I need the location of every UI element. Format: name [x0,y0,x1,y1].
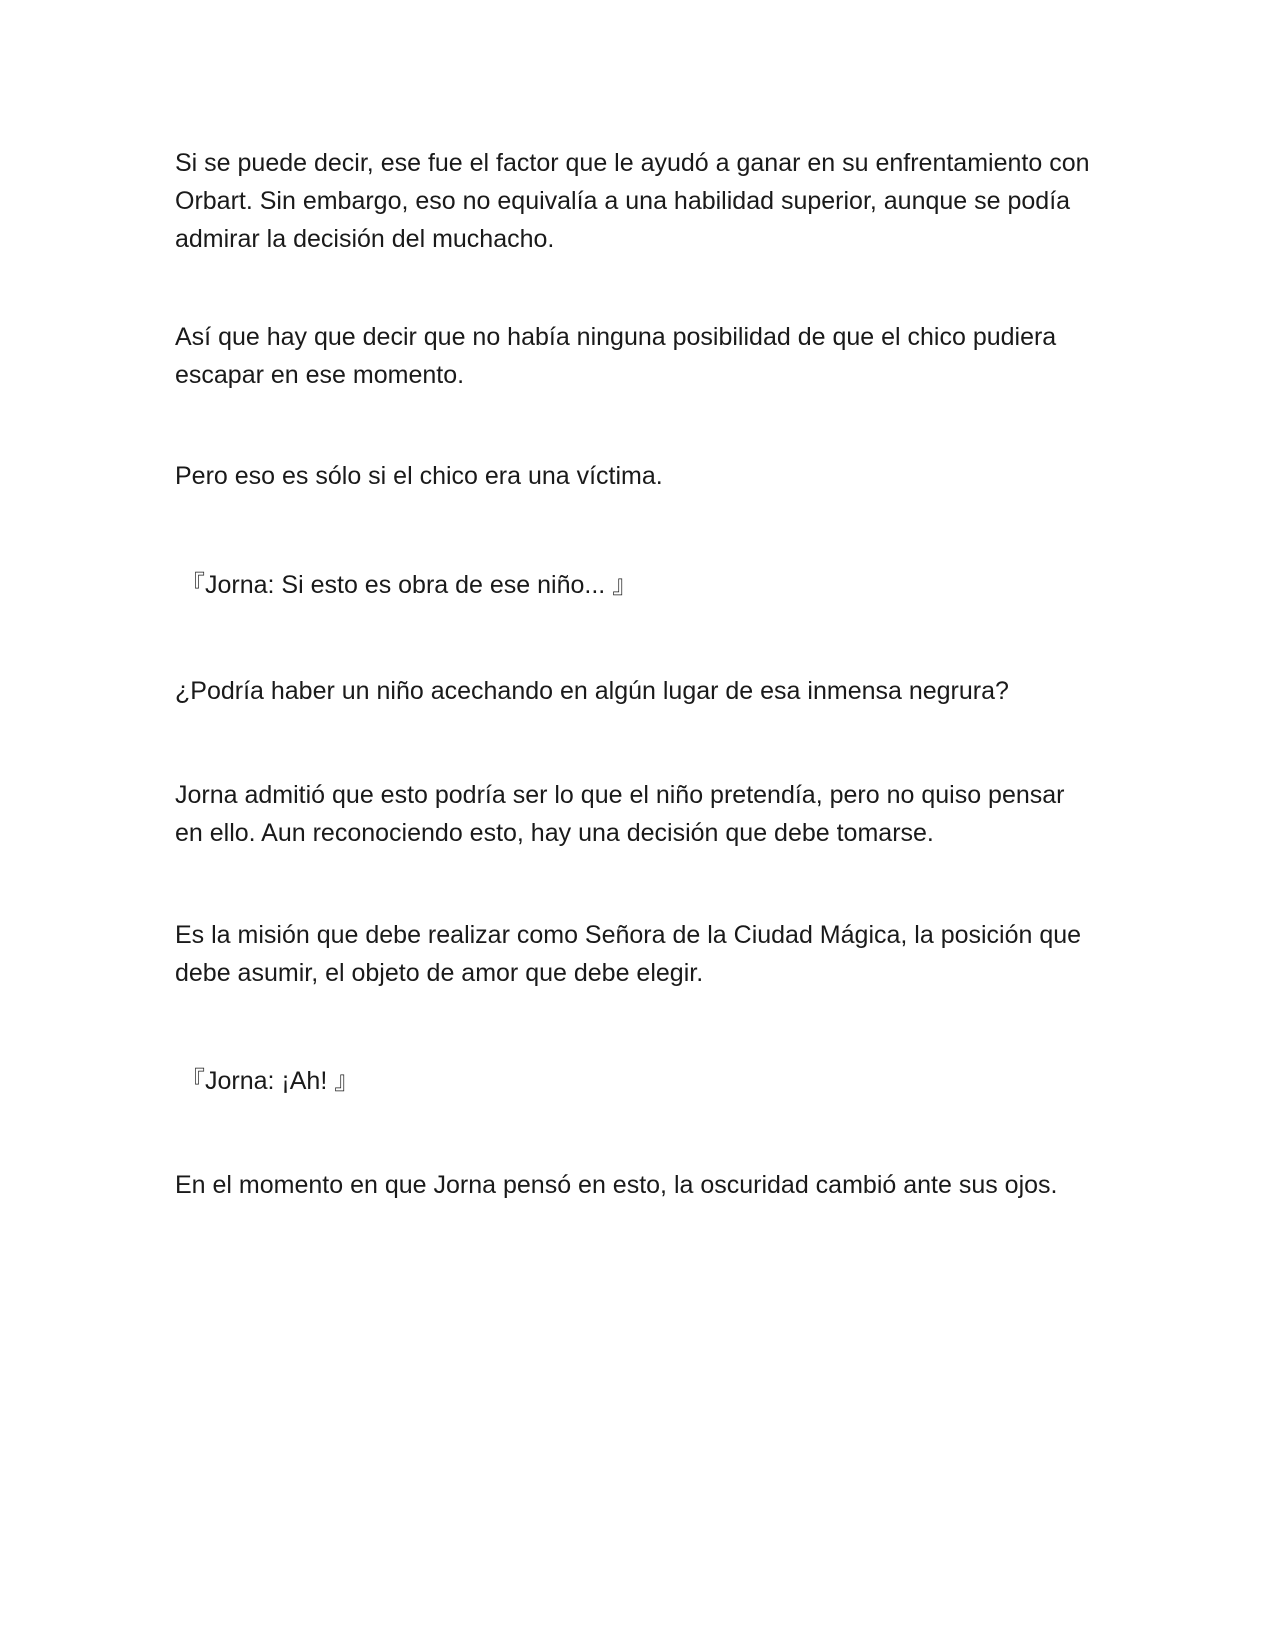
paragraph-6: Es la misión que debe realizar como Señora de la Ciudad Mágica, la posición que debe asumir, el objeto de amor que debe elegir. [175,921,1082,987]
dialogue-line-2: 『Jorna: ¡Ah! 』 [180,1067,360,1095]
paragraph-1: Si se puede decir, ese fue el factor que le ayudó a ganar en su enfrentamiento con Orbart. Sin embargo, eso no equivalía a una habilidad superior, aunque se podía admirar la decisión del muchacho. [175,149,1090,253]
paragraph-4: ¿Podría haber un niño acechando en algún lugar de esa inmensa negrura? [175,677,1009,705]
paragraph-5: Jorna admitió que esto podría ser lo que el niño pretendía, pero no quiso pensar en ello. Aun reconociendo esto, hay una decisión que debe tomarse. [175,781,1065,847]
dialogue-line-1: 『Jorna: Si esto es obra de ese niño... 』 [180,571,638,599]
paragraph-2: Así que hay que decir que no había ninguna posibilidad de que el chico pudiera escapar en ese momento. [175,323,1057,389]
paragraph-3: Pero eso es sólo si el chico era una víctima. [175,462,663,490]
paragraph-7: En el momento en que Jorna pensó en esto, la oscuridad cambió ante sus ojos. [175,1171,1058,1199]
